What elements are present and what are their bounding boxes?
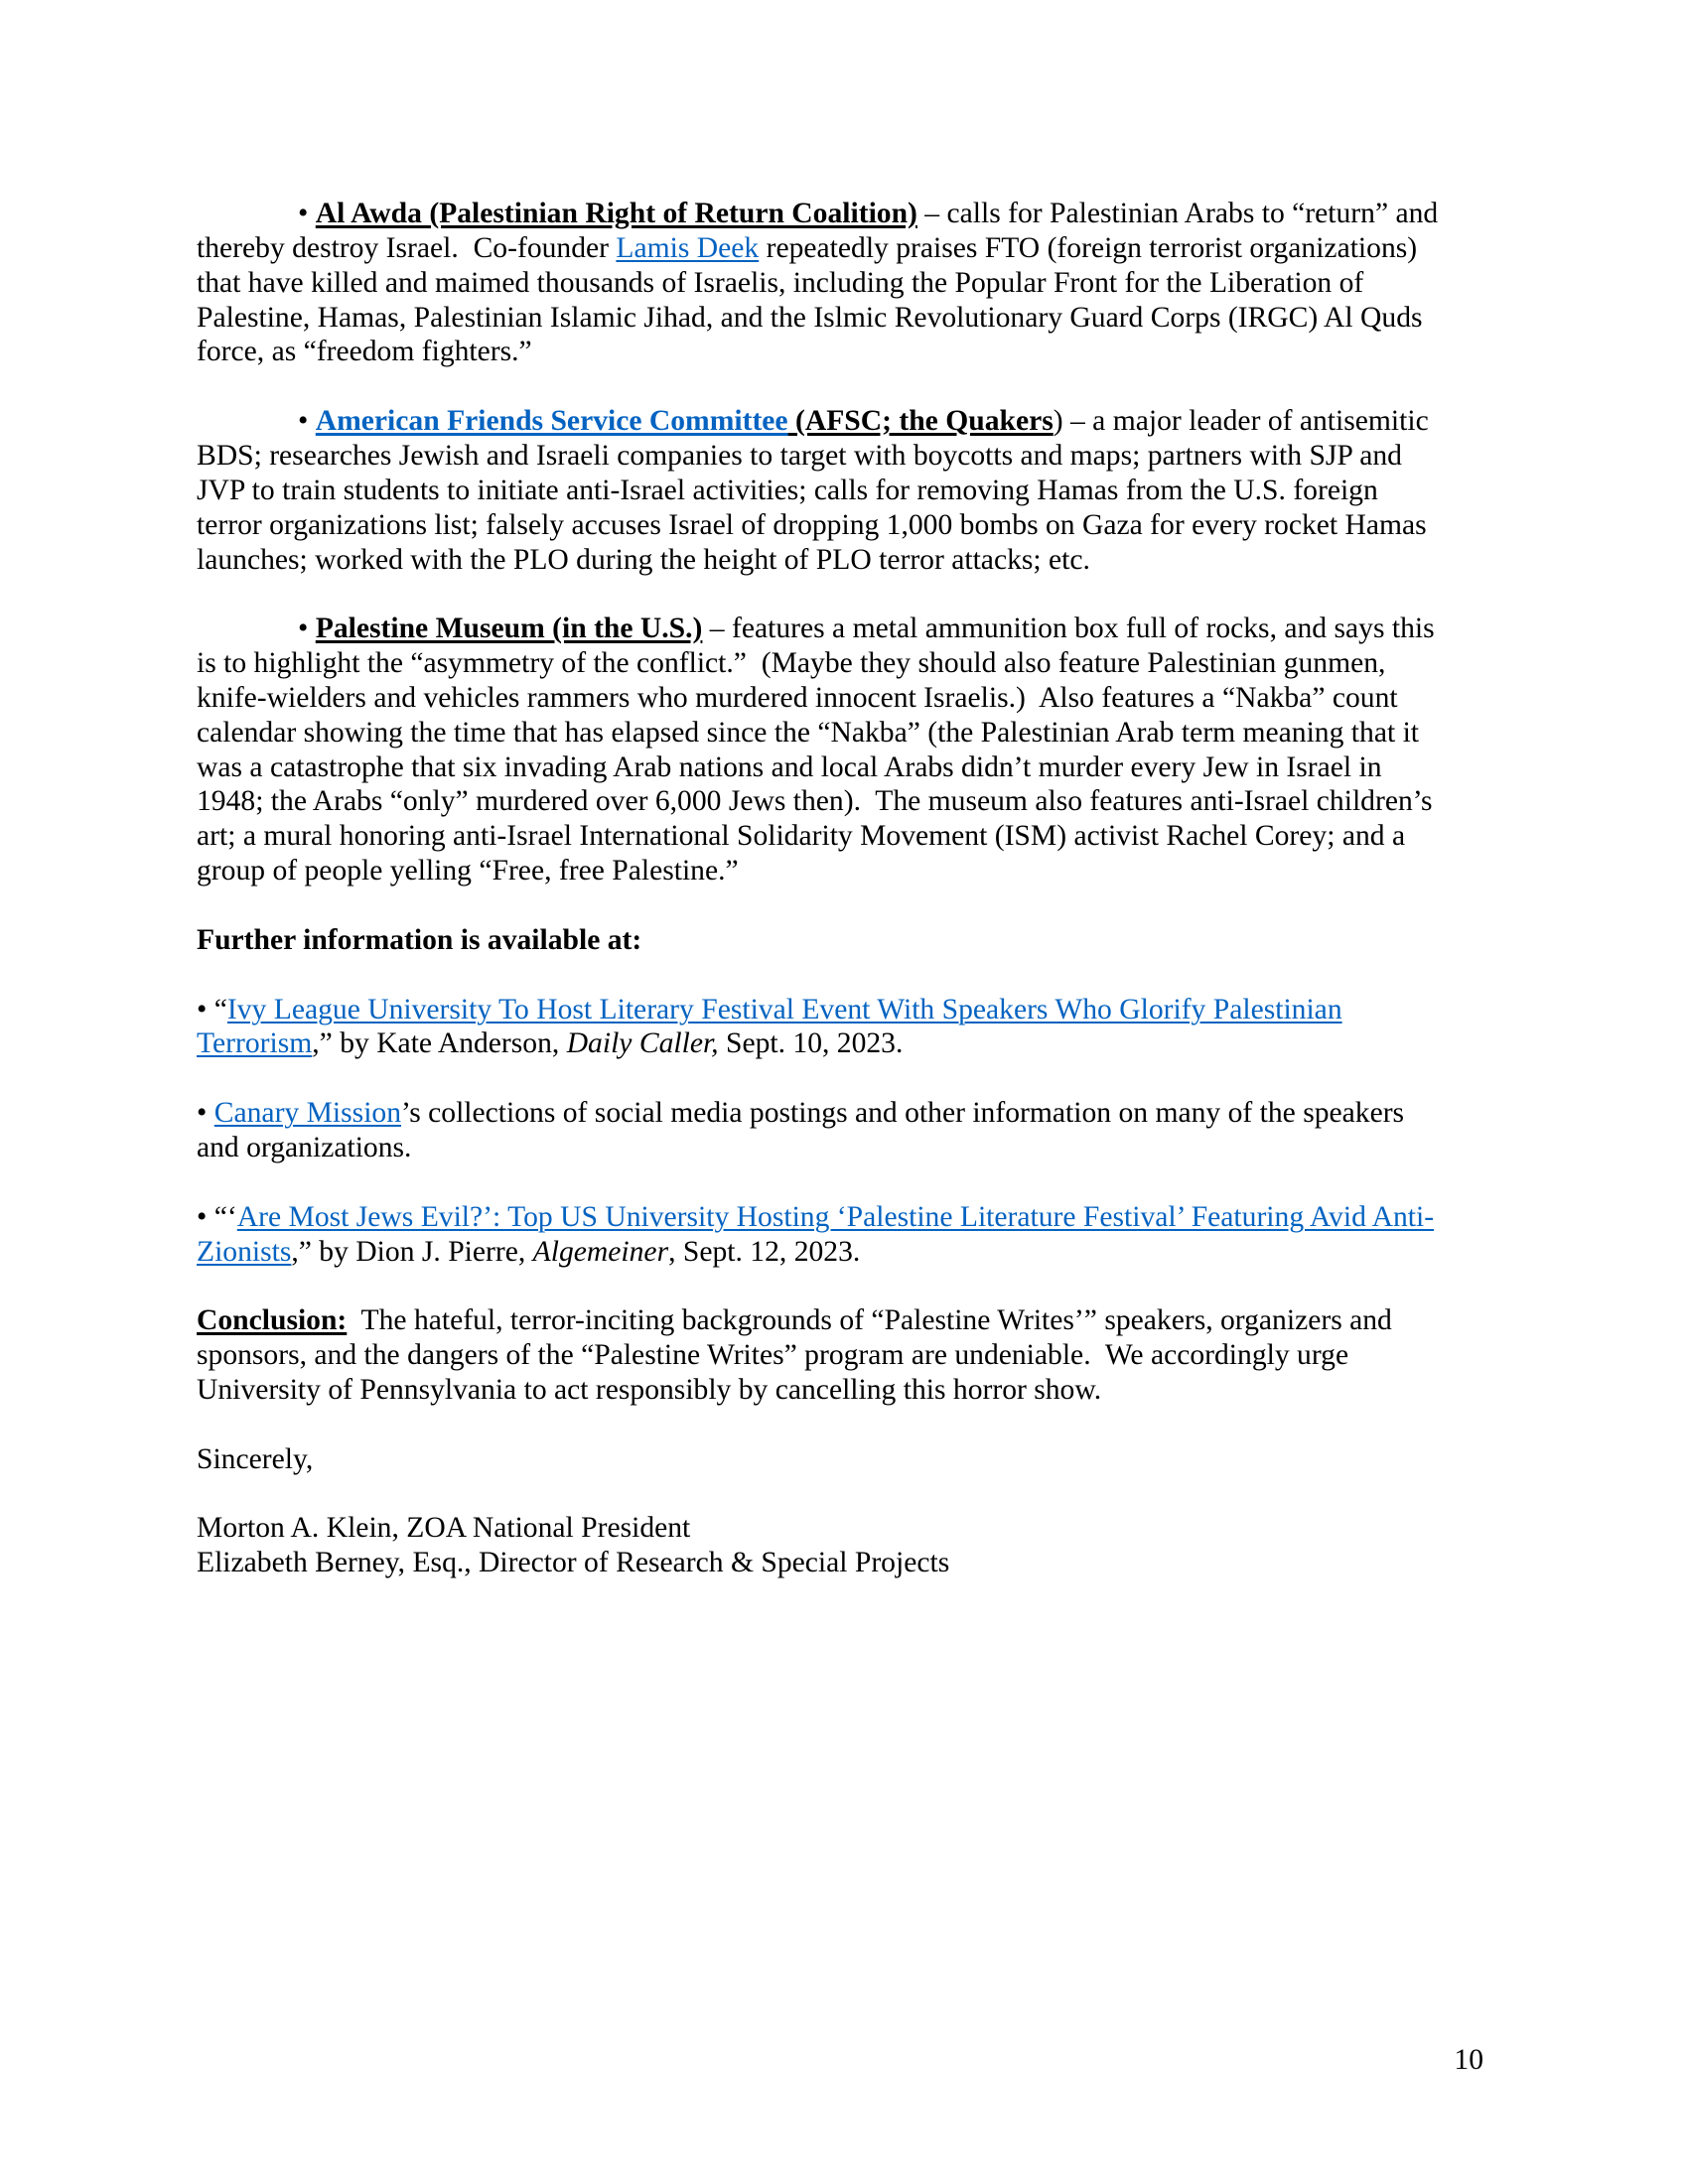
org-al-awda: Al Awda (Palestinian Right of Return Coalition): [315, 198, 917, 229]
link-canary-mission[interactable]: Canary Mission: [213, 1097, 402, 1130]
link-algemeiner-article[interactable]: Are Most Jews Evil?’: Top US University Hosting ‘Palestine Literature Festival’ Featuring Avid Anti-: [236, 1200, 1435, 1233]
text-run: that have killed and maimed thousands of Israelis, including the Popular Front for the Liberation of: [197, 266, 1364, 299]
text-run: thereby destroy Israel. Co-founder: [197, 231, 617, 264]
text-run: Sept. 10, 2023.: [718, 1027, 904, 1060]
text-line: [298, 612, 1435, 646]
text-line: [197, 923, 641, 958]
text-run: University of Pennsylvania to act responsibly by cancelling this horror show.: [197, 1373, 1102, 1406]
bullet: •: [197, 1097, 214, 1130]
link-afsc[interactable]: American Friends Service Committee: [315, 405, 788, 438]
publication-algemeiner: Algemeiner: [532, 1235, 669, 1268]
bullet: •: [298, 198, 316, 229]
text-line: [197, 784, 1433, 819]
text-line: [197, 231, 1417, 266]
text-line: [197, 993, 1342, 1027]
link-ivy-league-article-cont[interactable]: Terrorism: [197, 1027, 313, 1060]
text-run: art; a mural honoring anti-Israel International Solidarity Movement (ISM) activist Rachel Corey; and a: [197, 820, 1406, 853]
text-run: calendar showing the time that has elapsed since the “Nakba” (the Palestinian Arab term meaning that it: [197, 716, 1420, 749]
further-info-heading: Further information is available at:: [197, 923, 642, 956]
text-line: [197, 335, 532, 369]
conclusion-label: Conclusion:: [197, 1304, 348, 1337]
text-run: , Sept. 12, 2023.: [668, 1235, 861, 1268]
text-line: [197, 854, 739, 888]
text-run: ,” by Dion J. Pierre,: [291, 1235, 533, 1268]
text-line: [197, 716, 1419, 751]
link-lamis-deek[interactable]: Lamis Deek: [616, 231, 760, 264]
text-line: [197, 819, 1405, 854]
text-run: and organizations.: [197, 1131, 412, 1163]
link-ivy-league-article[interactable]: Ivy League University To Host Literary Festival Event With Speakers Who Glorify Palestinian: [226, 993, 1342, 1025]
text-run: force, as “freedom fighters.”: [197, 336, 532, 368]
bullet: •: [298, 613, 316, 645]
text-line: [197, 1026, 903, 1061]
text-line: [197, 439, 1402, 474]
text-line: [197, 751, 1382, 785]
text-run: terror organizations list; falsely accuses Israel of dropping 1,000 bombs on Gaza for every rocket Hamas: [197, 508, 1427, 541]
text-run: • “: [197, 993, 227, 1025]
text-line: [197, 301, 1423, 336]
text-line: [197, 681, 1398, 716]
text-run: is to highlight the “asymmetry of the conflict.” (Maybe they should also feature Palestinian gunmen,: [197, 647, 1386, 680]
signatory-1: Morton A. Klein, ZOA National President: [197, 1512, 691, 1545]
text-line: [197, 1511, 690, 1546]
text-run: JVP to train students to initiate anti-Israel activities; calls for removing Hamas from the U.S. foreign: [197, 474, 1378, 506]
page-number: 10: [1454, 2044, 1483, 2076]
link-algemeiner-article-cont[interactable]: Zionists: [197, 1235, 292, 1268]
text-run: knife-wielders and vehicles rammers who murdered innocent Israelis.) Also features a “Nakba” count: [197, 681, 1398, 714]
text-line: [197, 1235, 860, 1270]
text-run: group of people yelling “Free, free Palestine.”: [197, 855, 739, 887]
text-line: [197, 1096, 1404, 1131]
text-run: Palestine, Hamas, Palestinian Islamic Jihad, and the Islmic Revolutionary Guard Corps (IRGC) Al Quds: [197, 301, 1423, 334]
text-line: [197, 543, 1090, 578]
text-run: ,” by Kate Anderson,: [312, 1027, 567, 1060]
text-run: • “‘: [197, 1200, 237, 1233]
text-run: sponsors, and the dangers of the “Palestine Writes” program are undeniable. We accordingly urge: [197, 1339, 1349, 1372]
text-line: [197, 1546, 949, 1580]
text-run: – calls for Palestinian Arabs to “return” and: [916, 198, 1439, 229]
text-run: The hateful, terror-inciting backgrounds of “Palestine Writes’” speakers, organizers and: [347, 1304, 1392, 1337]
text-line: [197, 1442, 313, 1477]
text-line: [197, 508, 1427, 543]
text-line: [298, 404, 1429, 439]
text-line: [197, 474, 1378, 508]
text-line: [197, 1303, 1392, 1338]
org-palestine-museum: Palestine Museum (in the U.S.): [315, 613, 703, 645]
text-line: [197, 1373, 1101, 1408]
text-line: [197, 1338, 1348, 1373]
closing: Sincerely,: [197, 1442, 314, 1475]
text-line: [298, 197, 1438, 231]
text-run: ) – a major leader of antisemitic: [1053, 405, 1429, 438]
org-afsc-quakers: (AFSC; the Quakers: [787, 405, 1054, 438]
text-line: [197, 266, 1363, 301]
text-line: [197, 1131, 411, 1165]
text-line: [197, 646, 1385, 681]
text-run: – features a metal ammunition box full of rocks, and says this: [702, 613, 1435, 645]
signatory-2: Elizabeth Berney, Esq., Director of Research & Special Projects: [197, 1547, 950, 1579]
text-run: 1948; the Arabs “only” murdered over 6,000 Jews then). The museum also features anti-Israel children’s: [197, 785, 1433, 818]
text-run: BDS; researches Jewish and Israeli companies to target with boycotts and maps; partners with SJP and: [197, 439, 1402, 472]
text-run: ’s collections of social media postings and other information on many of the speakers: [401, 1097, 1405, 1130]
text-line: [197, 1200, 1434, 1235]
text-run: was a catastrophe that six invading Arab nations and local Arabs didn’t murder every Jew in Israel in: [197, 751, 1382, 783]
text-run: repeatedly praises FTO (foreign terrorist organizations): [759, 231, 1418, 264]
text-run: launches; worked with the PLO during the height of PLO terror attacks; etc.: [197, 543, 1090, 576]
bullet: •: [298, 405, 316, 438]
publication-daily-caller: Daily Caller,: [566, 1027, 719, 1060]
